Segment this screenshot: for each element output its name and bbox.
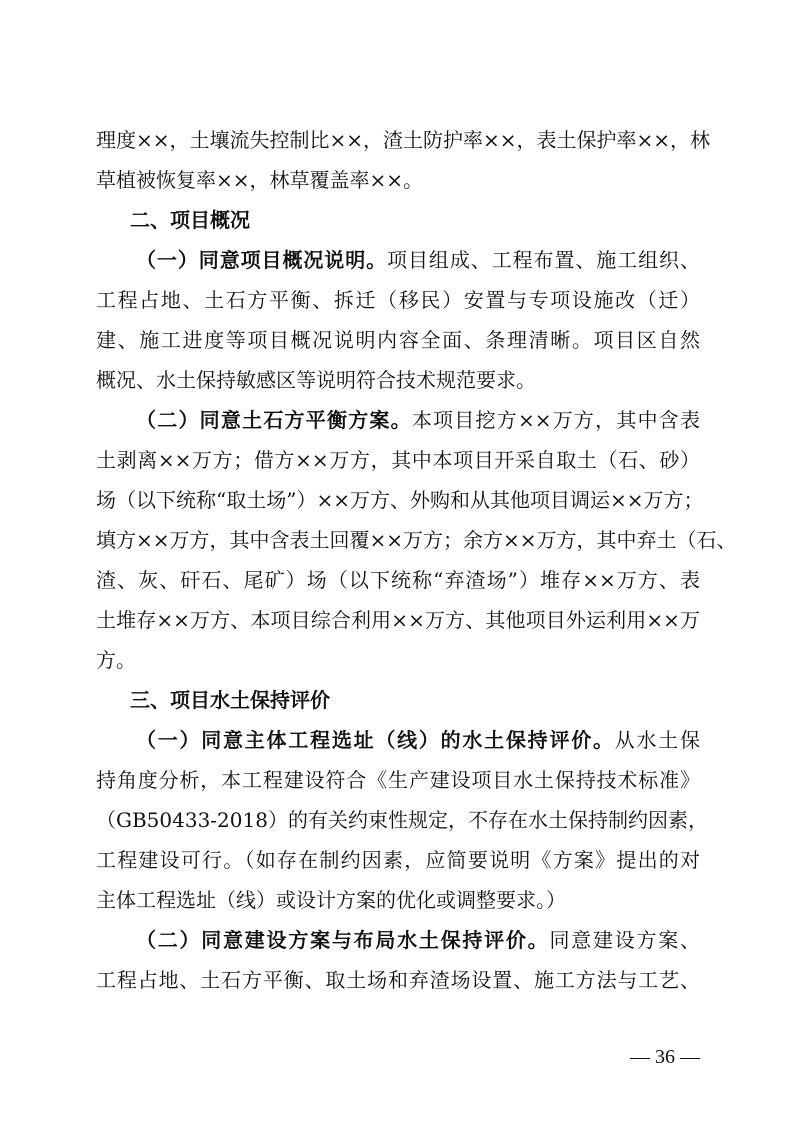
text-line <box>96 720 700 760</box>
paragraph-layout-evaluation <box>96 920 700 1000</box>
text-line: 草植被恢复率××，林草覆盖率××。 <box>96 168 424 192</box>
paragraph-project-overview <box>96 240 700 400</box>
text-line: 填方××万方，其中含表土回覆××万方；余方××万方，其中弃土（石、 <box>96 528 737 552</box>
text-run: 本项目挖方××万方，其中含表 <box>411 408 701 432</box>
text-line: 渣、灰、矸石、尾矿）场（以下统称“弃渣场”）堆存××万方、表 <box>96 568 700 592</box>
page-number: — 36 — <box>630 1046 700 1068</box>
paragraph-earthwork-balance <box>96 400 737 680</box>
paragraph-lead: （二）同意建设方案与布局水土保持评价。 <box>136 928 550 952</box>
text-line: 工程占地、土石方平衡、拆迁（移民）安置与专项设施改（迁） <box>96 288 700 312</box>
text-run: 从水土保 <box>614 728 701 752</box>
paragraph-site-selection <box>96 720 708 920</box>
text-line: 概况、水土保持敏感区等说明符合技术规范要求。 <box>96 368 536 392</box>
section-heading-project-overview: 二、项目概况 <box>130 208 250 232</box>
text-line: 工程建设可行。（如存在制约因素，应简要说明《方案》提出的对 <box>96 848 700 872</box>
text-line: 土剥离××万方；借方××万方，其中本项目开采自取土（石、砂） <box>96 448 700 472</box>
section-heading-evaluation: 三、项目水土保持评价 <box>130 688 330 712</box>
paragraph-lead: （一）同意项目概况说明。 <box>136 248 388 272</box>
paragraph-indicators <box>96 120 711 200</box>
text-line: 持角度分析，本工程建设符合《生产建设项目水土保持技术标准》 <box>96 768 700 792</box>
text-line: 理度××，土壤流失控制比××，渣土防护率××，表土保护率××，林 <box>96 128 711 152</box>
text-line <box>96 240 700 280</box>
document-page <box>96 120 737 1000</box>
text-run: 项目组成、工程布置、施工组织、 <box>387 248 701 272</box>
text-line: 主体工程选址（线）或设计方案的优化或调整要求。） <box>96 888 566 912</box>
paragraph-lead: （一）同意主体工程选址（线）的水土保持评价。 <box>136 728 615 752</box>
text-line: 土堆存××万方、本项目综合利用××万方、其他项目外运利用××万 <box>96 608 700 632</box>
text-line: 方。 <box>96 648 136 672</box>
paragraph-lead: （二）同意土石方平衡方案。 <box>136 408 412 432</box>
text-line: 工程占地、土石方平衡、取土场和弃渣场设置、施工方法与工艺、 <box>96 968 700 992</box>
text-line <box>96 920 700 960</box>
text-line: 建、施工进度等项目概况说明内容全面、条理清晰。项目区自然 <box>96 328 700 352</box>
text-line: （GB50433-2018）的有关约束性规定，不存在水土保持制约因素， <box>96 808 708 832</box>
text-line <box>96 400 700 440</box>
text-line: 场（以下统称“取土场”）××万方、外购和从其他项目调运××万方； <box>96 488 704 512</box>
text-run: 同意建设方案、 <box>549 928 701 952</box>
